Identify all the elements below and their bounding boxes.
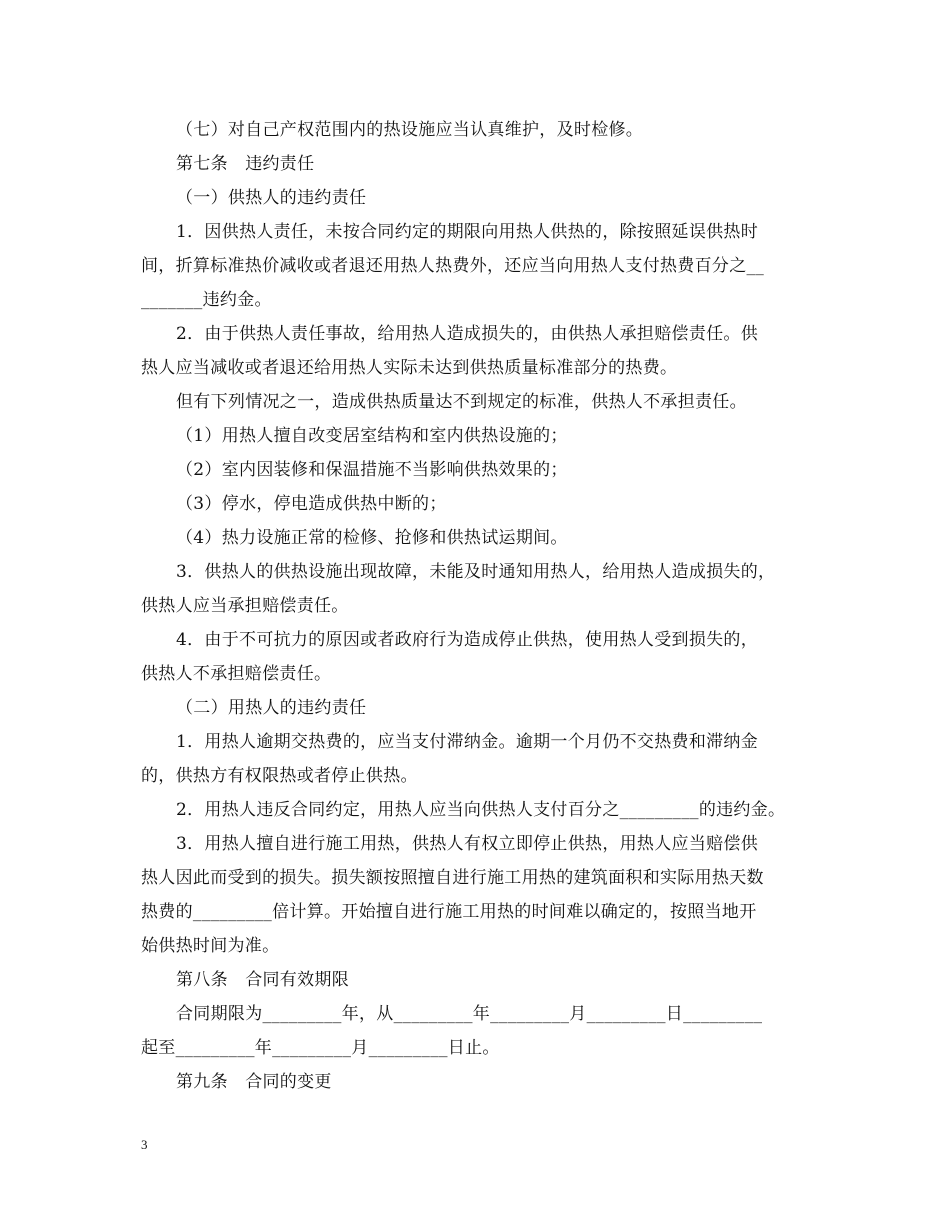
page-number: 3 xyxy=(141,1137,148,1152)
list-item-4: （4）热力设施正常的检修、抢修和供热试运期间。 xyxy=(176,528,568,548)
paragraph-line-22: 3．用热人擅自进行施工用热，供热人有权立即停止供热，用热人应当赔偿供 xyxy=(176,834,759,854)
paragraph-line-17: 供热人不承担赔偿责任。 xyxy=(141,664,332,684)
paragraph-line-24: 热费的_________倍计算。开始擅自进行施工用热的时间难以确定的，按照当地开 xyxy=(141,902,757,922)
paragraph-line-16: 4．由于不可抗力的原因或者政府行为造成停止供热，使用热人受到损失的， xyxy=(176,630,759,650)
paragraph-line-9: 但有下列情况之一，造成供热质量达不到规定的标准，供热人不承担责任。 xyxy=(176,392,747,412)
paragraph-line-19: 1．用热人逾期交热费的，应当支付滞纳金。逾期一个月仍不交热费和滞纳金 xyxy=(176,732,759,752)
paragraph-line-15: 供热人应当承担赔偿责任。 xyxy=(141,596,349,616)
paragraph-line-1: （七）对自己产权范围内的热设施应当认真维护，及时检修。 xyxy=(176,120,644,140)
paragraph-line-25: 始供热时间为准。 xyxy=(141,936,280,956)
paragraph-line-28: 起至_________年_________月_________日止。 xyxy=(141,1038,500,1058)
paragraph-line-14: 3．供热人的供热设施出现故障，未能及时通知用热人，给用热人造成损失的， xyxy=(176,562,776,582)
list-item-3: （3）停水，停电造成供热中断的； xyxy=(176,494,447,514)
paragraph-line-5: 间，折算标准热价减收或者退还用热人热费外，还应当向用热人支付热费百分之__ xyxy=(141,256,765,276)
section-heading-article-7: 第七条 违约责任 xyxy=(176,154,315,174)
paragraph-line-23: 热人因此而受到的损失。损失额按照擅自进行施工用热的建筑面积和实际用热天数 xyxy=(141,868,764,888)
subheading-heat-supplier-liability: （一）供热人的违约责任 xyxy=(176,188,367,208)
list-item-1: （1）用热人擅自改变居室结构和室内供热设施的； xyxy=(176,426,568,446)
list-item-2: （2）室内因装修和保温措施不当影响供热效果的； xyxy=(176,460,568,480)
subheading-heat-user-liability: （二）用热人的违约责任 xyxy=(176,698,367,718)
paragraph-line-8: 热人应当减收或者退还给用热人实际未达到供热质量标准部分的热费。 xyxy=(141,358,678,378)
paragraph-line-4: 1．因供热人责任，未按合同约定的期限向用热人供热的，除按照延误供热时 xyxy=(176,222,759,242)
paragraph-line-6: _______违约金。 xyxy=(141,290,272,310)
document-body xyxy=(141,113,821,1099)
section-heading-article-8: 第八条 合同有效期限 xyxy=(176,970,349,990)
paragraph-line-20: 的，供热方有权限热或者停止供热。 xyxy=(141,766,418,786)
paragraph-line-7: 2．由于供热人责任事故，给用热人造成损失的，由供热人承担赔偿责任。供 xyxy=(176,324,759,344)
paragraph-line-27: 合同期限为_________年，从_________年_________月_________日_________ xyxy=(176,1004,763,1024)
section-heading-article-9: 第九条 合同的变更 xyxy=(176,1072,332,1092)
paragraph-line-21: 2．用热人违反合同约定，用热人应当向供热人支付百分之_________的违约金。 xyxy=(176,800,786,820)
